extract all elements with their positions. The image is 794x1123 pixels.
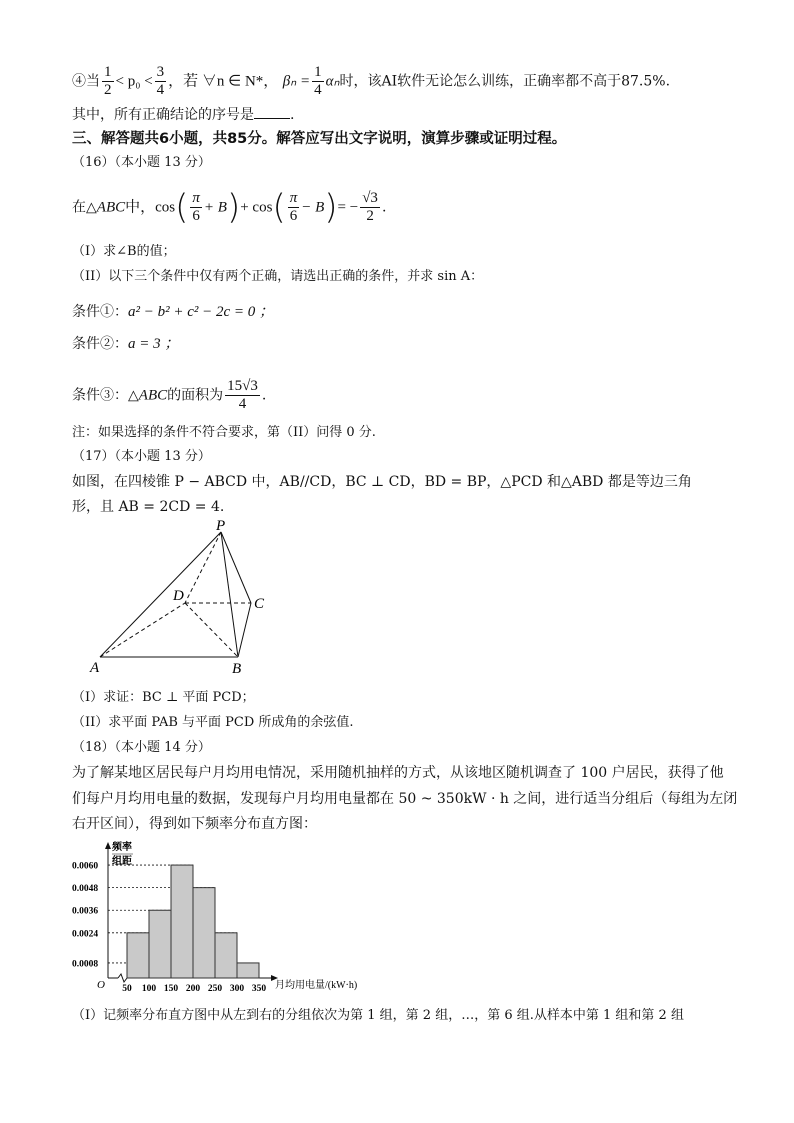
frequency-histogram (70, 838, 370, 996)
histogram-bar (237, 963, 259, 978)
axis-break (118, 974, 127, 982)
edge-bd (185, 603, 238, 657)
label-d: D (173, 588, 184, 604)
y-tick-label: 0.0008 (72, 959, 99, 970)
q16-stem: 在△ABC中，cos( $\frac{\pi}{6}$ + B)+ cos( $\frac{\pi}{6}$ − B)= − $\frac{√3}{2}$ . (72, 187, 387, 228)
q16-part2: （II）以下三个条件中仅有两个正确，请选出正确的条件，并求 sin A： (72, 269, 484, 284)
label-p: P (216, 520, 226, 534)
y-axis-arrow (105, 842, 111, 849)
q18-stem-line2: 们每户月均用电量的数据，发现每户月均用电量都在 50 ~ 350kW · h 之间，进行适当分组后（每组为左闭 (72, 791, 738, 807)
q17-stem-line1: 如图，在四棱锥 P − ABCD 中，AB//CD，BC ⊥ CD，BD = BP，△PCD 和△ABD 都是等边三角 (72, 474, 692, 490)
fraction: $\frac{15√3}{4}$ (227, 378, 258, 412)
q18-header: （18）（本小题 14 分） (72, 740, 211, 755)
fraction: $\frac{3}{4}$ (156, 64, 165, 98)
edge-ad (100, 603, 185, 657)
x-tick-label: 200 (185, 984, 201, 994)
edge-pb (221, 532, 238, 657)
x-tick-label: 250 (207, 984, 223, 994)
q17-part1: （I）求证：BC ⊥ 平面 PCD； (72, 690, 255, 705)
edge-pa (100, 532, 221, 657)
histogram-bar (149, 910, 171, 978)
label-c: C (254, 596, 265, 612)
edge-pd (185, 532, 221, 603)
x-tick-label: 350 (251, 984, 267, 994)
fraction: $\frac{\pi}{6}$ (192, 190, 200, 224)
q15-answer-line: 其中，所有正确结论的序号是 . (72, 104, 294, 125)
y-tick-label: 0.0060 (72, 861, 99, 872)
x-tick-label: 150 (163, 984, 179, 994)
pyramid-figure (80, 520, 280, 680)
q16-condition-2: 条件②：a = 3 ； (72, 336, 180, 352)
edge-bc (238, 603, 251, 657)
q17-part2: （II）求平面 PAB 与平面 PCD 所成角的余弦值. (72, 715, 354, 730)
q16-part1: （I）求∠B的值； (72, 244, 176, 259)
q16-header: （16）（本小题 13 分） (72, 155, 211, 170)
histogram-bar (171, 865, 193, 978)
q18-stem-line3: 右开区间），得到如下频率分布直方图： (72, 816, 317, 832)
q18-part1: （I）记频率分布直方图中从左到右的分组依次为第 1 组，第 2 组，…，第 6 组.从样本中第 1 组和第 2 组 (72, 1008, 684, 1023)
q16-note: 注：如果选择的条件不符合要求，第（II）问得 0 分. (72, 425, 376, 440)
fraction: $\frac{√3}{2}$ (362, 190, 378, 224)
x-tick-label: 100 (141, 984, 157, 994)
fraction: $\frac{1}{4}$ (314, 64, 322, 98)
q17-header: （17）（本小题 13 分） (72, 449, 211, 464)
q17-stem-line2: 形，且 AB = 2CD = 4. (72, 499, 225, 515)
histogram-bar (193, 888, 215, 978)
fraction: $\frac{\pi}{6}$ (289, 190, 298, 224)
histogram-bar (215, 933, 237, 978)
label-a: A (90, 660, 100, 676)
x-tick-label: 50 (122, 984, 132, 994)
x-axis-label: 月均用电量/(kW·h) (275, 980, 358, 991)
histogram-bar (127, 933, 149, 978)
y-tick-label: 0.0036 (72, 906, 99, 917)
q16-condition-3: 条件③：△ABC的面积为 $\frac{15√3}{4}$ . (72, 378, 267, 412)
y-label-bottom: 组距 (112, 856, 132, 867)
y-tick-label: 0.0048 (72, 884, 99, 895)
label-b: B (232, 661, 242, 677)
y-label-top: 频率 (112, 842, 132, 853)
y-tick-label: 0.0024 (72, 929, 99, 940)
answer-blank (254, 104, 290, 119)
x-tick-label: 300 (229, 984, 245, 994)
fraction: $\frac{1}{2}$ (104, 64, 112, 98)
q15-item4: ④当 $\frac{1}{2}$ < p₀ < $\frac{3}{4}$ ，若 ∀n ∈ N*， βₙ = $\frac{1}{4}$ αₙ时，该AI软件无论怎么训练，正确率都不高于87.5%. (72, 64, 671, 98)
q16-condition-1: 条件①：a² − b² + c² − 2c = 0 ； (72, 304, 275, 320)
origin-label: O (97, 979, 105, 991)
q18-stem-line1: 为了解某地区居民每户月均用电情况，采用随机抽样的方式，从该地区随机调查了 100 户居民，获得了他 (72, 765, 724, 781)
section-3-heading: 三、解答题共6小题，共85分。解答应写出文字说明，演算步骤或证明过程。 (72, 131, 567, 147)
